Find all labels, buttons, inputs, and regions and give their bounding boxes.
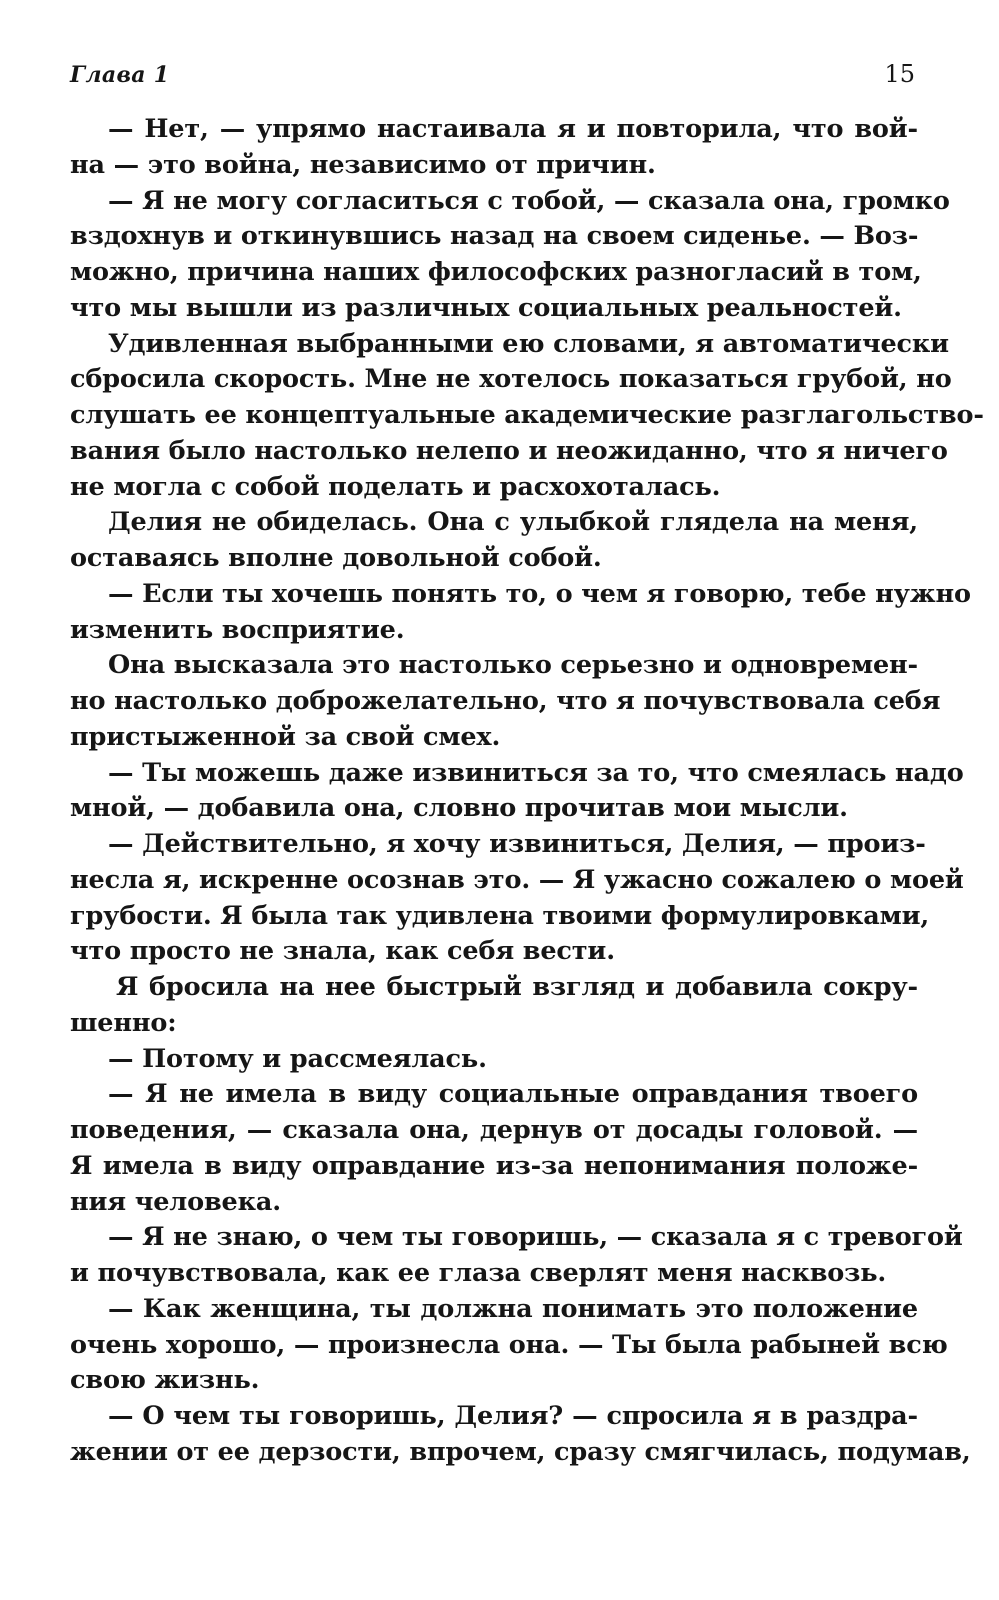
text-line: оставаясь вполне довольной собой. [70,543,602,573]
body-text [70,112,984,1471]
text-line: — О чем ты говоришь, Делия? — спросила я в раздра- [108,1401,918,1431]
text-line: ния человека. [70,1186,281,1217]
text-line: — Ты можешь даже извиниться за то, что смеялась надо [108,757,964,788]
page-number: 15 [884,60,915,88]
text-line: вания было настолько нелепо и неожиданно, что я ничего [70,435,948,466]
text-line: что просто не знала, как себя вести. [70,936,615,967]
text-line: очень хорошо, — произнесла она. — Ты была рабыней всю [70,1329,948,1360]
text-line: Удивленная выбранными ею словами, я автоматически [108,328,949,359]
text-line: сбросила скорость. Мне не хотелось показаться грубой, но [70,364,952,395]
text-line: Делия не обиделась. Она с улыбкой глядела на меня, [108,507,918,538]
text-line: можно, причина наших философских разногласий в том, [70,257,922,287]
text-line: вздохнув и откинувшись назад на своем сиденье. — Воз- [70,221,919,252]
text-line: грубости. Я была так удивлена твоими формулировками, [70,900,930,931]
text-line: — Как женщина, ты должна понимать это положение [108,1293,918,1324]
text-line: — Нет, — упрямо настаивала я и повторила, что вой- [108,114,918,144]
text-line: Она высказала это настолько серьезно и одновремен- [108,650,918,681]
text-line: не могла с собой поделать и расхохоталась. [70,471,721,502]
chapter-heading: Глава 1 [70,62,170,88]
text-line: — Я не имела в виду социальные оправдания твоего [108,1079,918,1110]
text-line: несла я, искренне осознав это. — Я ужасно сожалею о моей [70,864,964,895]
text-line: поведения, — сказала она, дернув от досады головой. — [70,1115,918,1145]
text-line: слушать ее концептуальные академические разглагольство- [70,400,984,430]
text-line: — Потому и рассмеялась. [108,1043,487,1074]
text-line: — Я не знаю, о чем ты говоришь, — сказала я с тревогой [108,1222,963,1253]
text-line: свою жизнь. [70,1365,260,1396]
text-line: Я бросила на нее быстрый взгляд и добавила сокру- [116,972,918,1002]
text-line: на — это война, независимо от причин. [70,149,656,180]
text-line: — Я не могу согласиться с тобой, — сказала она, громко [108,185,950,216]
text-line: и почувствовала, как ее глаза сверлят меня насквозь. [70,1258,887,1288]
text-line: но настолько доброжелательно, что я почувствовала себя [70,686,941,716]
text-line: изменить восприятие. [70,614,405,645]
text-line: мной, — добавила она, словно прочитав мои мысли. [70,793,848,824]
text-line: пристыженной за свой смех. [70,721,501,752]
text-line: — Если ты хочешь понять то, о чем я говорю, тебе нужно [108,578,971,609]
text-line: что мы вышли из различных социальных реальностей. [70,292,902,323]
text-line: жении от ее дерзости, впрочем, сразу смягчилась, подумав, [70,1436,971,1467]
text-line: — Действительно, я хочу извиниться, Делия, — произ- [108,829,926,859]
text-line: Я имела в виду оправдание из-за непонимания положе- [70,1150,918,1181]
text-line: шенно: [70,1007,177,1038]
